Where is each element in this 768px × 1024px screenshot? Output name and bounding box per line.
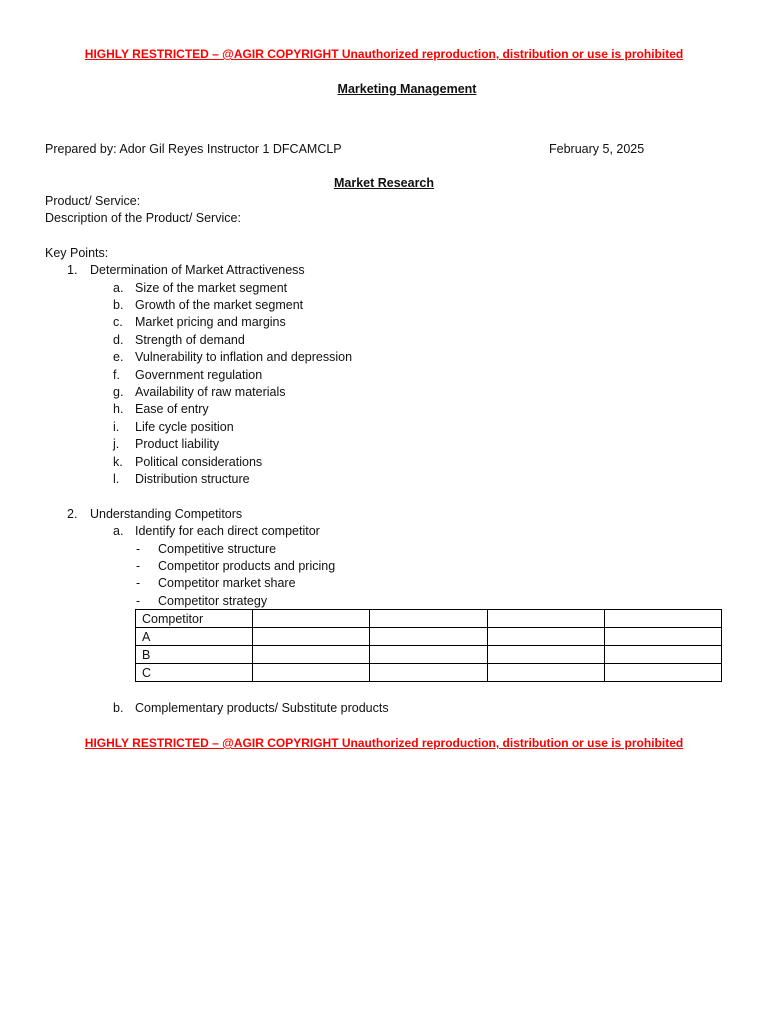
table-cell — [604, 628, 721, 646]
bullet-item: Competitor products and pricing — [158, 559, 336, 573]
table-cell — [370, 628, 487, 646]
list-marker: k. — [113, 455, 123, 469]
list-marker: a. — [113, 524, 124, 538]
copyright-warning-bottom: HIGHLY RESTRICTED – @AGIR COPYRIGHT Unauthorized reproduction, distribution or use is prohibited — [84, 736, 684, 750]
point-2-label: Understanding Competitors — [90, 507, 243, 521]
document-date: February 5, 2025 — [549, 142, 645, 156]
list-marker: b. — [113, 298, 124, 312]
copyright-warning-top: HIGHLY RESTRICTED – @AGIR COPYRIGHT Unauthorized reproduction, distribution or use is prohibited — [84, 47, 684, 61]
product-service-label: Product/ Service: — [45, 194, 141, 208]
table-cell — [604, 664, 721, 682]
point-1-number: 1. — [67, 263, 78, 277]
list-item: Political considerations — [135, 455, 263, 469]
list-item: Product liability — [135, 437, 220, 451]
table-cell — [487, 664, 604, 682]
bullet-item: Competitor market share — [158, 576, 296, 590]
table-row — [136, 610, 722, 628]
list-item: Government regulation — [135, 368, 263, 382]
table-cell — [604, 610, 721, 628]
bullet-marker: - — [136, 576, 141, 590]
list-item: Distribution structure — [135, 472, 250, 486]
table-cell — [370, 646, 487, 664]
sub-point-a-text: Identify for each direct competitor — [135, 524, 320, 538]
table-cell — [253, 610, 370, 628]
list-item: Availability of raw materials — [135, 385, 286, 399]
list-item: Ease of entry — [135, 402, 209, 416]
list-item: Growth of the market segment — [135, 298, 304, 312]
sub-point-b-text: Complementary products/ Substitute products — [135, 701, 389, 715]
table-cell — [604, 646, 721, 664]
list-item: Market pricing and margins — [135, 315, 286, 329]
list-marker: l. — [113, 472, 120, 486]
product-description-label: Description of the Product/ Service: — [45, 211, 241, 225]
list-marker: f. — [113, 368, 120, 382]
section-title: Market Research — [333, 176, 435, 190]
bullet-marker: - — [136, 542, 141, 556]
list-marker: c. — [113, 315, 123, 329]
list-marker: e. — [113, 350, 124, 364]
list-item: Vulnerability to inflation and depression — [135, 350, 353, 364]
table-cell: Competitor — [136, 610, 253, 628]
table-cell: B — [136, 646, 253, 664]
table-cell — [487, 646, 604, 664]
list-marker: h. — [113, 402, 124, 416]
table-row — [136, 628, 722, 646]
table-cell — [370, 664, 487, 682]
table-cell — [253, 628, 370, 646]
bullet-item: Competitor strategy — [158, 594, 268, 608]
bullet-marker: - — [136, 559, 141, 573]
list-marker: j. — [113, 437, 120, 451]
list-item: Size of the market segment — [135, 281, 288, 295]
list-item: Life cycle position — [135, 420, 234, 434]
list-marker: d. — [113, 333, 124, 347]
bullet-marker: - — [136, 594, 141, 608]
table-cell: C — [136, 664, 253, 682]
table-cell — [487, 610, 604, 628]
point-2-number: 2. — [67, 507, 78, 521]
table-row — [136, 664, 722, 682]
list-marker: b. — [113, 701, 124, 715]
prepared-by: Prepared by: Ador Gil Reyes Instructor 1 DFCAMCLP — [45, 142, 342, 156]
competitor-table — [135, 609, 722, 682]
list-marker: a. — [113, 281, 124, 295]
table-cell — [370, 610, 487, 628]
key-points-heading: Key Points: — [45, 246, 109, 260]
bullet-item: Competitive structure — [158, 542, 277, 556]
list-marker: g. — [113, 385, 124, 399]
table-cell — [487, 628, 604, 646]
table-cell — [253, 646, 370, 664]
list-marker: i. — [113, 420, 120, 434]
table-cell — [253, 664, 370, 682]
table-row — [136, 646, 722, 664]
list-item: Strength of demand — [135, 333, 245, 347]
table-cell: A — [136, 628, 253, 646]
document-title: Marketing Management — [337, 82, 477, 96]
point-1-label: Determination of Market Attractiveness — [90, 263, 305, 277]
